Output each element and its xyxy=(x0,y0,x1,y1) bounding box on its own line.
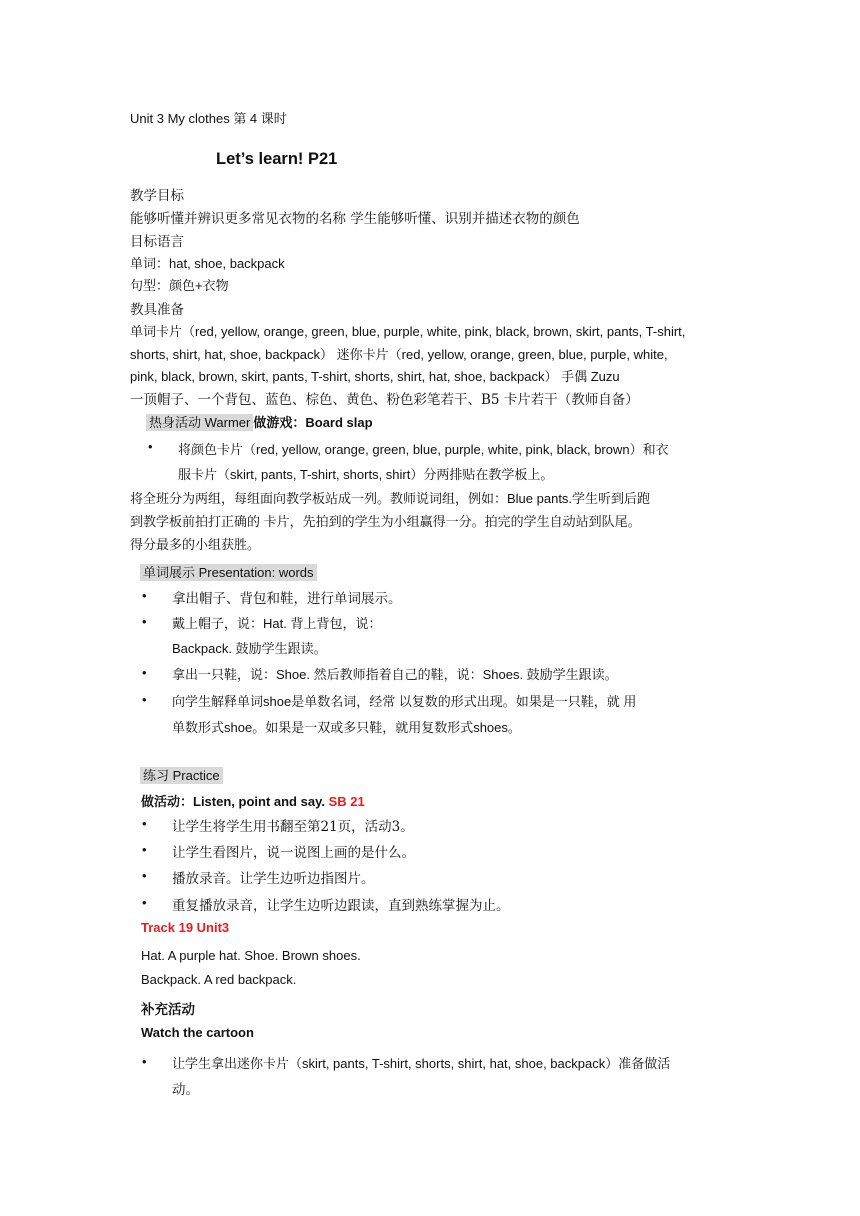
warmer-heading xyxy=(146,412,373,431)
presentation-item: 向学生解释单词shoe是单数名词，经常 以复数的形式出现。如果是一只鞋，就 用 xyxy=(172,694,637,709)
practice-item: 让学生将学生用书翻至第21页，活动3。 xyxy=(172,819,414,835)
bullet: • xyxy=(142,614,147,629)
materials-line: pink, black, brown, skirt, pants, T-shirt, shorts, shirt, hat, shoe, backpack） 手偶 Zuzu xyxy=(130,369,620,384)
presentation-label: 单词展示 Presentation: words xyxy=(140,564,317,581)
supplement-bullet-line: 让学生拿出迷你卡片（skirt, pants, T-shirt, shorts, shirt, hat, shoe, backpack）准备做活 xyxy=(172,1056,671,1071)
presentation-item: 拿出帽子、背包和鞋，进行单词展示。 xyxy=(172,591,402,607)
bullet: • xyxy=(142,895,147,910)
warmer-paragraph-line: 得分最多的小组获胜。 xyxy=(130,537,261,552)
warmer-bullet-line: 将颜色卡片（red, yellow, orange, green, blue, purple, white, pink, black, brown）和衣 xyxy=(178,442,669,457)
bullet: • xyxy=(142,588,147,603)
warmer-label: 热身活动 Warmer xyxy=(146,414,253,431)
practice-heading xyxy=(140,765,223,784)
bullet: • xyxy=(142,842,147,857)
practice-activity-text: 做活动：Listen, point and say. xyxy=(141,794,325,809)
warmer-paragraph-line: 到教学板前拍打正确的 卡片，先拍到的学生为小组赢得一分。拍完的学生自动站到队尾。 xyxy=(130,514,641,529)
practice-item: 让学生看图片，说一说图上画的是什么。 xyxy=(172,845,415,861)
target-words: 单词：hat, shoe, backpack xyxy=(130,256,285,271)
presentation-item: Backpack. 鼓励学生跟读。 xyxy=(172,641,327,656)
practice-activity xyxy=(141,791,365,810)
bullet: • xyxy=(142,665,147,680)
materials-line: shorts, shirt, hat, shoe, backpack） 迷你卡片（red, yellow, orange, green, blue, purple, white, xyxy=(130,347,668,362)
objectives-text: 能够听懂并辨识更多常见衣物的名称 学生能够听懂、识别并描述衣物的颜色 xyxy=(130,211,580,227)
bullet: • xyxy=(142,692,147,707)
practice-activity-ref: SB 21 xyxy=(328,794,365,809)
target-pattern: 句型：颜色+衣物 xyxy=(130,278,229,293)
audio-script-line: Backpack. A red backpack. xyxy=(141,972,297,987)
supplement-title: Watch the cartoon xyxy=(141,1025,254,1040)
warmer-game: 做游戏：Board slap xyxy=(253,415,373,430)
presentation-item: 拿出一只鞋，说：Shoe. 然后教师指着自己的鞋，说：Shoes. 鼓励学生跟读。 xyxy=(172,667,618,682)
practice-item: 重复播放录音，让学生边听边跟读，直到熟练掌握为止。 xyxy=(172,898,510,914)
presentation-heading xyxy=(140,562,317,581)
track-label: Track 19 Unit3 xyxy=(141,920,230,935)
materials-line: 一顶帽子、一个背包、蓝色、棕色、黄色、粉色彩笔若干、B5 卡片若干（教师自备） xyxy=(130,392,639,408)
target-language-label: 目标语言 xyxy=(130,234,184,250)
presentation-item: 戴上帽子，说：Hat. 背上背包，说： xyxy=(172,616,382,631)
audio-script-line: Hat. A purple hat. Shoe. Brown shoes. xyxy=(141,948,361,963)
practice-item: 播放录音。让学生边听边指图片。 xyxy=(172,871,375,887)
bullet: • xyxy=(148,439,153,454)
materials-line: 单词卡片（red, yellow, orange, green, blue, purple, white, pink, black, brown, skirt, pants, T-shirt, xyxy=(130,324,686,339)
supplement-label: 补充活动 xyxy=(141,1002,195,1018)
objectives-label: 教学目标 xyxy=(130,188,184,204)
document-header: Unit 3 My clothes 第 4 课时 xyxy=(130,111,287,126)
supplement-bullet-line: 动。 xyxy=(172,1082,199,1098)
practice-label: 练习 Practice xyxy=(140,767,223,784)
warmer-paragraph-line: 将全班分为两组，每组面向教学板站成一列。教师说词组，例如：Blue pants.学生听到后跑 xyxy=(130,491,651,506)
materials-label: 教具准备 xyxy=(130,302,184,318)
bullet: • xyxy=(142,868,147,883)
presentation-item: 单数形式shoe。如果是一双或多只鞋，就用复数形式shoes。 xyxy=(172,720,521,735)
warmer-bullet-line: 服卡片（skirt, pants, T-shirt, shorts, shirt）分两排贴在教学板上。 xyxy=(178,467,554,482)
bullet: • xyxy=(142,1054,147,1069)
bullet: • xyxy=(142,816,147,831)
lesson-title: Let’s learn! P21 xyxy=(216,150,338,168)
